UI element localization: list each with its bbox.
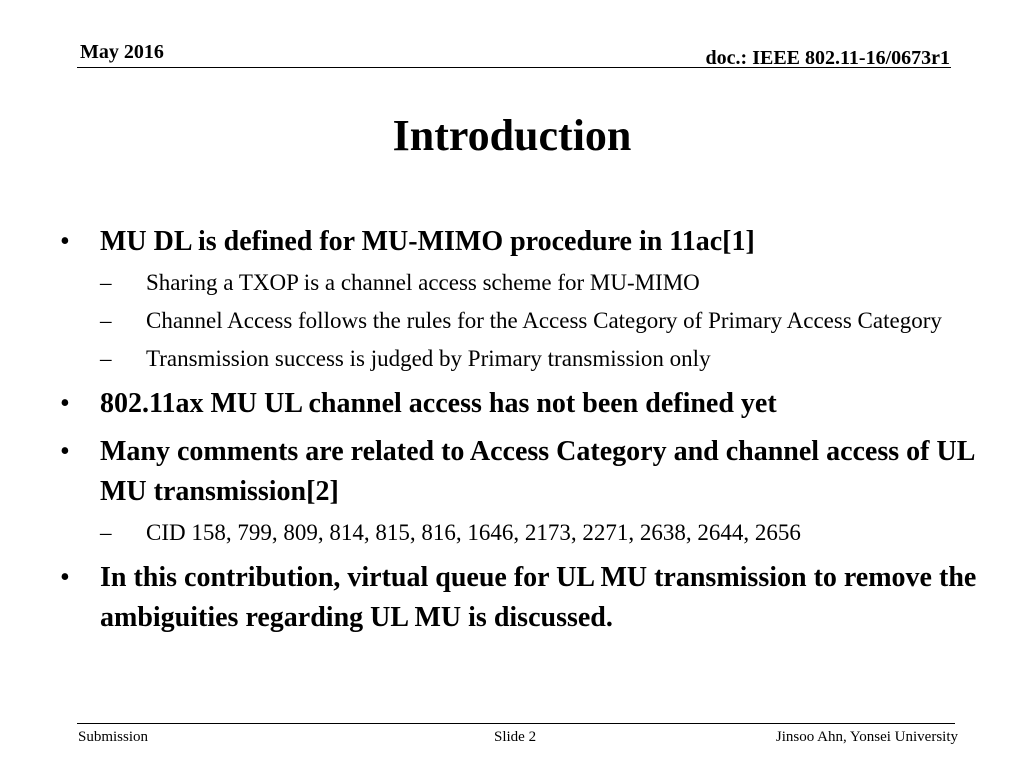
bullet-icon: •	[60, 436, 70, 467]
sub-bullet-item	[100, 516, 980, 550]
dash-icon: –	[100, 520, 112, 545]
dash-icon: –	[100, 270, 112, 295]
sub-bullet-text: Sharing a TXOP is a channel access scheme for MU-MIMO	[146, 270, 700, 295]
bullet-item	[60, 384, 980, 424]
bullet-item	[60, 432, 980, 550]
header-doc-id: doc.: IEEE 802.11-16/0673r1	[705, 47, 950, 69]
bullet-icon: •	[60, 562, 70, 593]
footer-submission: Submission	[78, 729, 149, 745]
sub-bullet-text: Channel Access follows the rules for the Access Category of Primary Access Category	[146, 308, 942, 333]
footer-slide-number: Slide 2	[494, 729, 537, 745]
header-date: May 2016	[80, 41, 164, 63]
bullet-icon: •	[60, 388, 70, 419]
footer-author: Jinsoo Ahn, Yonsei University	[775, 729, 958, 745]
header-divider	[77, 67, 951, 68]
bullet-text: 802.11ax MU UL channel access has not been defined yet	[100, 388, 777, 419]
dash-icon: –	[100, 308, 112, 333]
sub-bullet-text: CID 158, 799, 809, 814, 815, 816, 1646, 2173, 2271, 2638, 2644, 2656	[146, 520, 801, 545]
bullet-list	[60, 222, 980, 638]
dash-icon: –	[100, 346, 112, 371]
sub-bullet-text: Transmission success is judged by Primary transmission only	[146, 346, 711, 371]
bullet-item	[60, 222, 980, 376]
sub-bullet-item	[100, 266, 980, 300]
sub-bullet-list	[100, 266, 980, 376]
sub-bullet-item	[100, 304, 980, 338]
bullet-icon: •	[60, 226, 70, 257]
sub-bullet-list	[100, 516, 980, 550]
sub-bullet-item	[100, 342, 980, 376]
bullet-text: In this contribution, virtual queue for UL MU transmission to remove the ambiguities regarding UL MU is discussed.	[100, 562, 977, 633]
bullet-item	[60, 558, 980, 638]
bullet-text: Many comments are related to Access Category and channel access of UL MU transmission[2]	[100, 436, 974, 507]
footer-divider	[77, 723, 955, 724]
slide-title: Introduction	[392, 111, 632, 160]
bullet-text: MU DL is defined for MU-MIMO procedure in 11ac[1]	[100, 226, 755, 257]
